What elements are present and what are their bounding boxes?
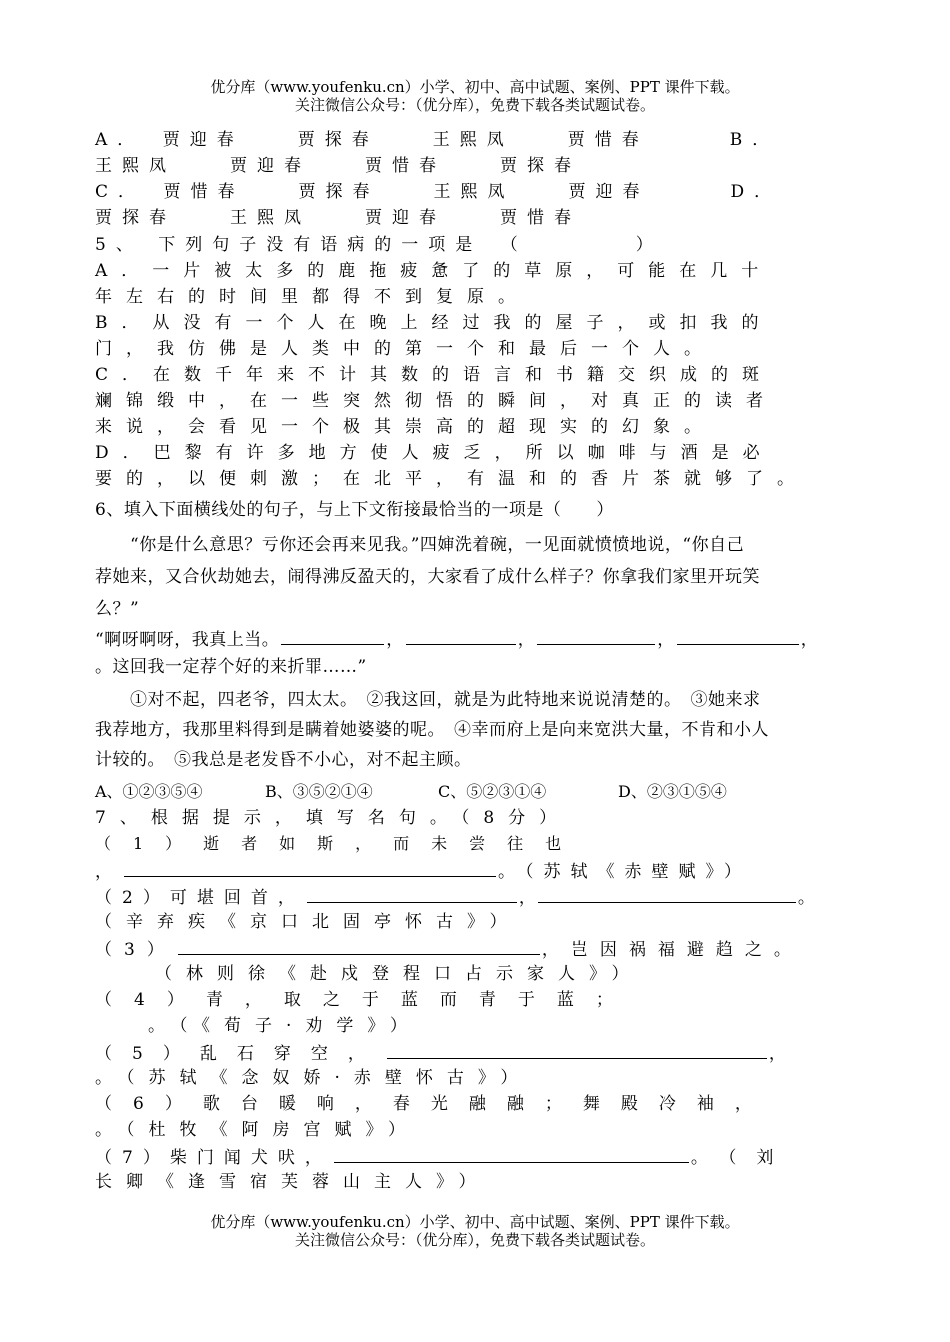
q6-sentence-line: 我荐地方，我那里料得到是瞒着她婆婆的呢。 ④幸而府上是向来宽洪大量，不肯和小人	[95, 720, 769, 740]
q6-stem: 6、填入下面横线处的句子，与上下文衔接最恰当的一项是（ ）	[95, 500, 614, 520]
answer-blank[interactable]	[178, 936, 540, 955]
q5-line: A．一片被太多的鹿拖疲惫了的草原，可能在几十	[95, 261, 773, 281]
q5-line: 斓锦缎中，在一些突然彻悟的瞬间，对真正的读者	[95, 391, 777, 411]
answer-blank[interactable]	[677, 626, 799, 645]
q5-line: D．巴黎有许多地方使人疲乏，所以咖啡与酒是必	[95, 443, 774, 463]
answer-blank[interactable]	[334, 1144, 689, 1163]
q6-sentence-line: ①对不起，四老爷，四太太。 ②我这回，就是为此特地来说说清楚的。 ③她来求	[95, 690, 761, 710]
footer-line-2: 关注微信公众号：（优分库），免费下载各类试题试卷。	[294, 1231, 655, 1249]
answer-blank[interactable]	[124, 858, 496, 877]
q6-choices	[95, 780, 727, 804]
q5-stem: 5、 下列句子没有语病的一项是 （ ）	[95, 235, 663, 255]
q7-item-5-line-1: （5）乱石穿空， ，	[95, 1040, 806, 1066]
q6-fill-end: 。这回我一定荐个好的来折罪……”	[95, 657, 367, 677]
q6-choice-b: B、③⑤②①④	[265, 782, 373, 801]
q6-sentence-line: 计较的。 ⑤我总是老发昏不小心，对不起主顾。	[95, 750, 472, 770]
q7-item-4-line-1: （4）青，取之于蓝而青于蓝；	[95, 990, 635, 1010]
q4-option-line: C． 贾惜春 贾探春 王熙凤 贾迎春 D．	[95, 182, 782, 202]
q7-item-2-line-1: （2）可堪回首， ， 。	[95, 884, 825, 910]
q6-choice-d: D、②③①⑤④	[618, 782, 727, 801]
header-line-1: 优分库（www.youfenku.cn）小学、初中、高中试题、案例、PPT 课件下载。	[210, 78, 740, 96]
header-line-2: 关注微信公众号：（优分库），免费下载各类试题试卷。	[294, 96, 655, 114]
q4-option-line: 贾探春 王熙凤 贾迎春 贾惜春	[95, 208, 581, 228]
q6-fill-start: “啊呀啊呀，我真上当。	[95, 630, 280, 650]
q6-fill-line: “啊呀啊呀，我真上当。 ， ， ， ，	[95, 626, 818, 652]
q6-choice-a: A、①②③⑤④	[95, 782, 203, 801]
q7-item-5-line-2: 。（苏轼《念奴娇·赤壁怀古》）	[95, 1068, 532, 1088]
q7-item-3-line-1: （3） ，岂因祸福避趋之。	[95, 936, 803, 962]
q6-paragraph-line: 么？”	[95, 599, 140, 619]
q6-paragraph-line: “你是什么意思？亏你还会再来见我。”四婶洗着碗，一见面就愤愤地说，“你自己	[95, 535, 745, 555]
q5-line: B．从没有一个人在晚上经过我的屋子，或扣我的	[95, 313, 773, 333]
q7-item-6-line-2: 。（杜牧《阿房宫赋》）	[95, 1120, 419, 1140]
q7-item-3-line-2: （林则徐《赴戍登程口占示家人》）	[155, 964, 643, 984]
q7-item-4-line-2: 。（《荀子·劝学》）	[148, 1016, 421, 1036]
q7-item-6-line-1: （6）歌台暖响，春光融融；舞殿冷袖，	[95, 1094, 773, 1114]
q7-stem: 7、根据提示，填写名句。（8分）	[95, 808, 571, 828]
q5-line: 年左右的时间里都得不到复原。	[95, 287, 529, 307]
q6-paragraph-line: 荐她来，又合伙劫她去，闹得沸反盈天的，大家看了成什么样子？你拿我们家里开玩笑	[95, 567, 760, 587]
answer-blank[interactable]	[307, 884, 517, 903]
q4-option-line: 王熙凤 贾迎春 贾惜春 贾探春	[95, 156, 581, 176]
q7-item-1-line-2: ， 。（苏轼《赤壁赋》）	[95, 858, 751, 884]
q6-choice-c: C、⑤②③①④	[438, 782, 547, 801]
q7-item-2-line-2: （辛弃疾《京口北固亭怀古》）	[95, 912, 521, 932]
answer-blank[interactable]	[537, 626, 655, 645]
answer-blank[interactable]	[406, 626, 516, 645]
answer-blank[interactable]	[538, 884, 796, 903]
q5-line: 要的，以便刺激；在北平，有温和的香片茶就够了。	[95, 469, 808, 489]
q7-item-7-line-2: 长卿《逢雪宿芙蓉山主人》）	[95, 1172, 490, 1192]
answer-blank[interactable]	[387, 1040, 767, 1059]
q4-option-line: A． 贾迎春 贾探春 王熙凤 贾惜春 B．	[95, 130, 780, 150]
q7-item-7-line-1: （7）柴门闻犬吠， 。（刘	[95, 1144, 793, 1170]
footer-line-1: 优分库（www.youfenku.cn）小学、初中、高中试题、案例、PPT 课件下载。	[210, 1213, 740, 1231]
q7-item-1-line-1: （1）逝者如斯，而未尝往也	[95, 834, 584, 853]
q5-line: C．在数千年来不计其数的语言和书籍交织成的斑	[95, 365, 774, 385]
q5-line: 门，我仿佛是人类中的第一个和最后一个人。	[95, 339, 715, 359]
answer-blank[interactable]	[281, 626, 384, 645]
q5-line: 来说，会看见一个极其崇高的超现实的幻象。	[95, 417, 715, 437]
